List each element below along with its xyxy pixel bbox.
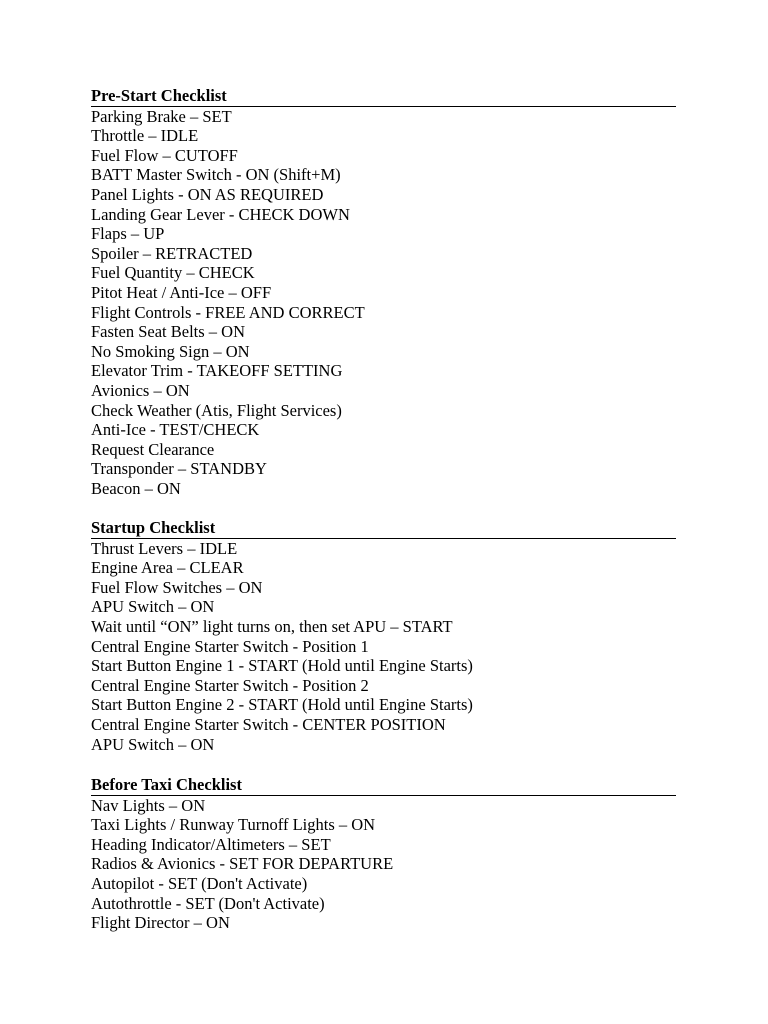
- checklist-item: Autopilot - SET (Don't Activate): [91, 873, 308, 893]
- checklist-item: Radios & Avionics - SET FOR DEPARTURE: [91, 854, 394, 874]
- checklist-item: Central Engine Starter Switch - Position 1: [91, 636, 369, 656]
- pre-start-heading: Pre-Start Checklist: [91, 86, 676, 107]
- checklist-item: Central Engine Starter Switch - CENTER POSITION: [91, 714, 446, 734]
- checklist-item: Flaps – UP: [91, 224, 165, 244]
- checklist-item: Transponder – STANDBY: [91, 459, 267, 479]
- checklist-item: APU Switch – ON: [91, 597, 215, 617]
- checklist-item: No Smoking Sign – ON: [91, 341, 250, 361]
- before-taxi-section: [91, 775, 676, 933]
- pre-start-section: [91, 86, 676, 498]
- checklist-item: Thrust Levers – IDLE: [91, 538, 238, 558]
- checklist-item: BATT Master Switch - ON (Shift+M): [91, 165, 341, 185]
- checklist-item: Start Button Engine 2 - START (Hold until Engine Starts): [91, 695, 473, 715]
- checklist-item: APU Switch – ON: [91, 734, 215, 754]
- checklist-item: Avionics – ON: [91, 380, 190, 400]
- checklist-item: Panel Lights - ON AS REQUIRED: [91, 184, 324, 204]
- checklist-item: Fuel Quantity – CHECK: [91, 263, 255, 283]
- checklist-item: Autothrottle - SET (Don't Activate): [91, 893, 325, 913]
- checklist-item: Pitot Heat / Anti-Ice – OFF: [91, 282, 272, 302]
- checklist-item: Fuel Flow Switches – ON: [91, 577, 263, 597]
- checklist-item: Beacon – ON: [91, 478, 181, 498]
- checklist-item: Flight Controls - FREE AND CORRECT: [91, 302, 365, 322]
- checklist-item: Landing Gear Lever - CHECK DOWN: [91, 204, 350, 224]
- before-taxi-list: [91, 796, 676, 933]
- checklist-item: Fuel Flow – CUTOFF: [91, 145, 238, 165]
- startup-heading: Startup Checklist: [91, 518, 676, 539]
- checklist-item: Fasten Seat Belts – ON: [91, 322, 245, 342]
- pre-start-list: [91, 107, 676, 499]
- checklist-item: Throttle – IDLE: [91, 126, 199, 146]
- checklist-item: Taxi Lights / Runway Turnoff Lights – ON: [91, 815, 376, 835]
- startup-list: [91, 539, 676, 755]
- checklist-item: Parking Brake – SET: [91, 106, 232, 126]
- checklist-item: Heading Indicator/Altimeters – SET: [91, 834, 331, 854]
- before-taxi-heading: Before Taxi Checklist: [91, 775, 676, 796]
- checklist-item: Request Clearance: [91, 439, 215, 459]
- checklist-item: Central Engine Starter Switch - Position 2: [91, 675, 369, 695]
- checklist-item: Flight Director – ON: [91, 913, 230, 933]
- checklist-item: Anti-Ice - TEST/CHECK: [91, 420, 260, 440]
- startup-section: [91, 518, 676, 754]
- checklist-item: Nav Lights – ON: [91, 795, 206, 815]
- checklist-item: Check Weather (Atis, Flight Services): [91, 400, 342, 420]
- checklist-item: Elevator Trim - TAKEOFF SETTING: [91, 361, 343, 381]
- checklist-item: Engine Area – CLEAR: [91, 558, 244, 578]
- checklist-item: Spoiler – RETRACTED: [91, 243, 253, 263]
- checklist-item: Wait until “ON” light turns on, then set APU – START: [91, 616, 453, 636]
- checklist-item: Start Button Engine 1 - START (Hold until Engine Starts): [91, 656, 473, 676]
